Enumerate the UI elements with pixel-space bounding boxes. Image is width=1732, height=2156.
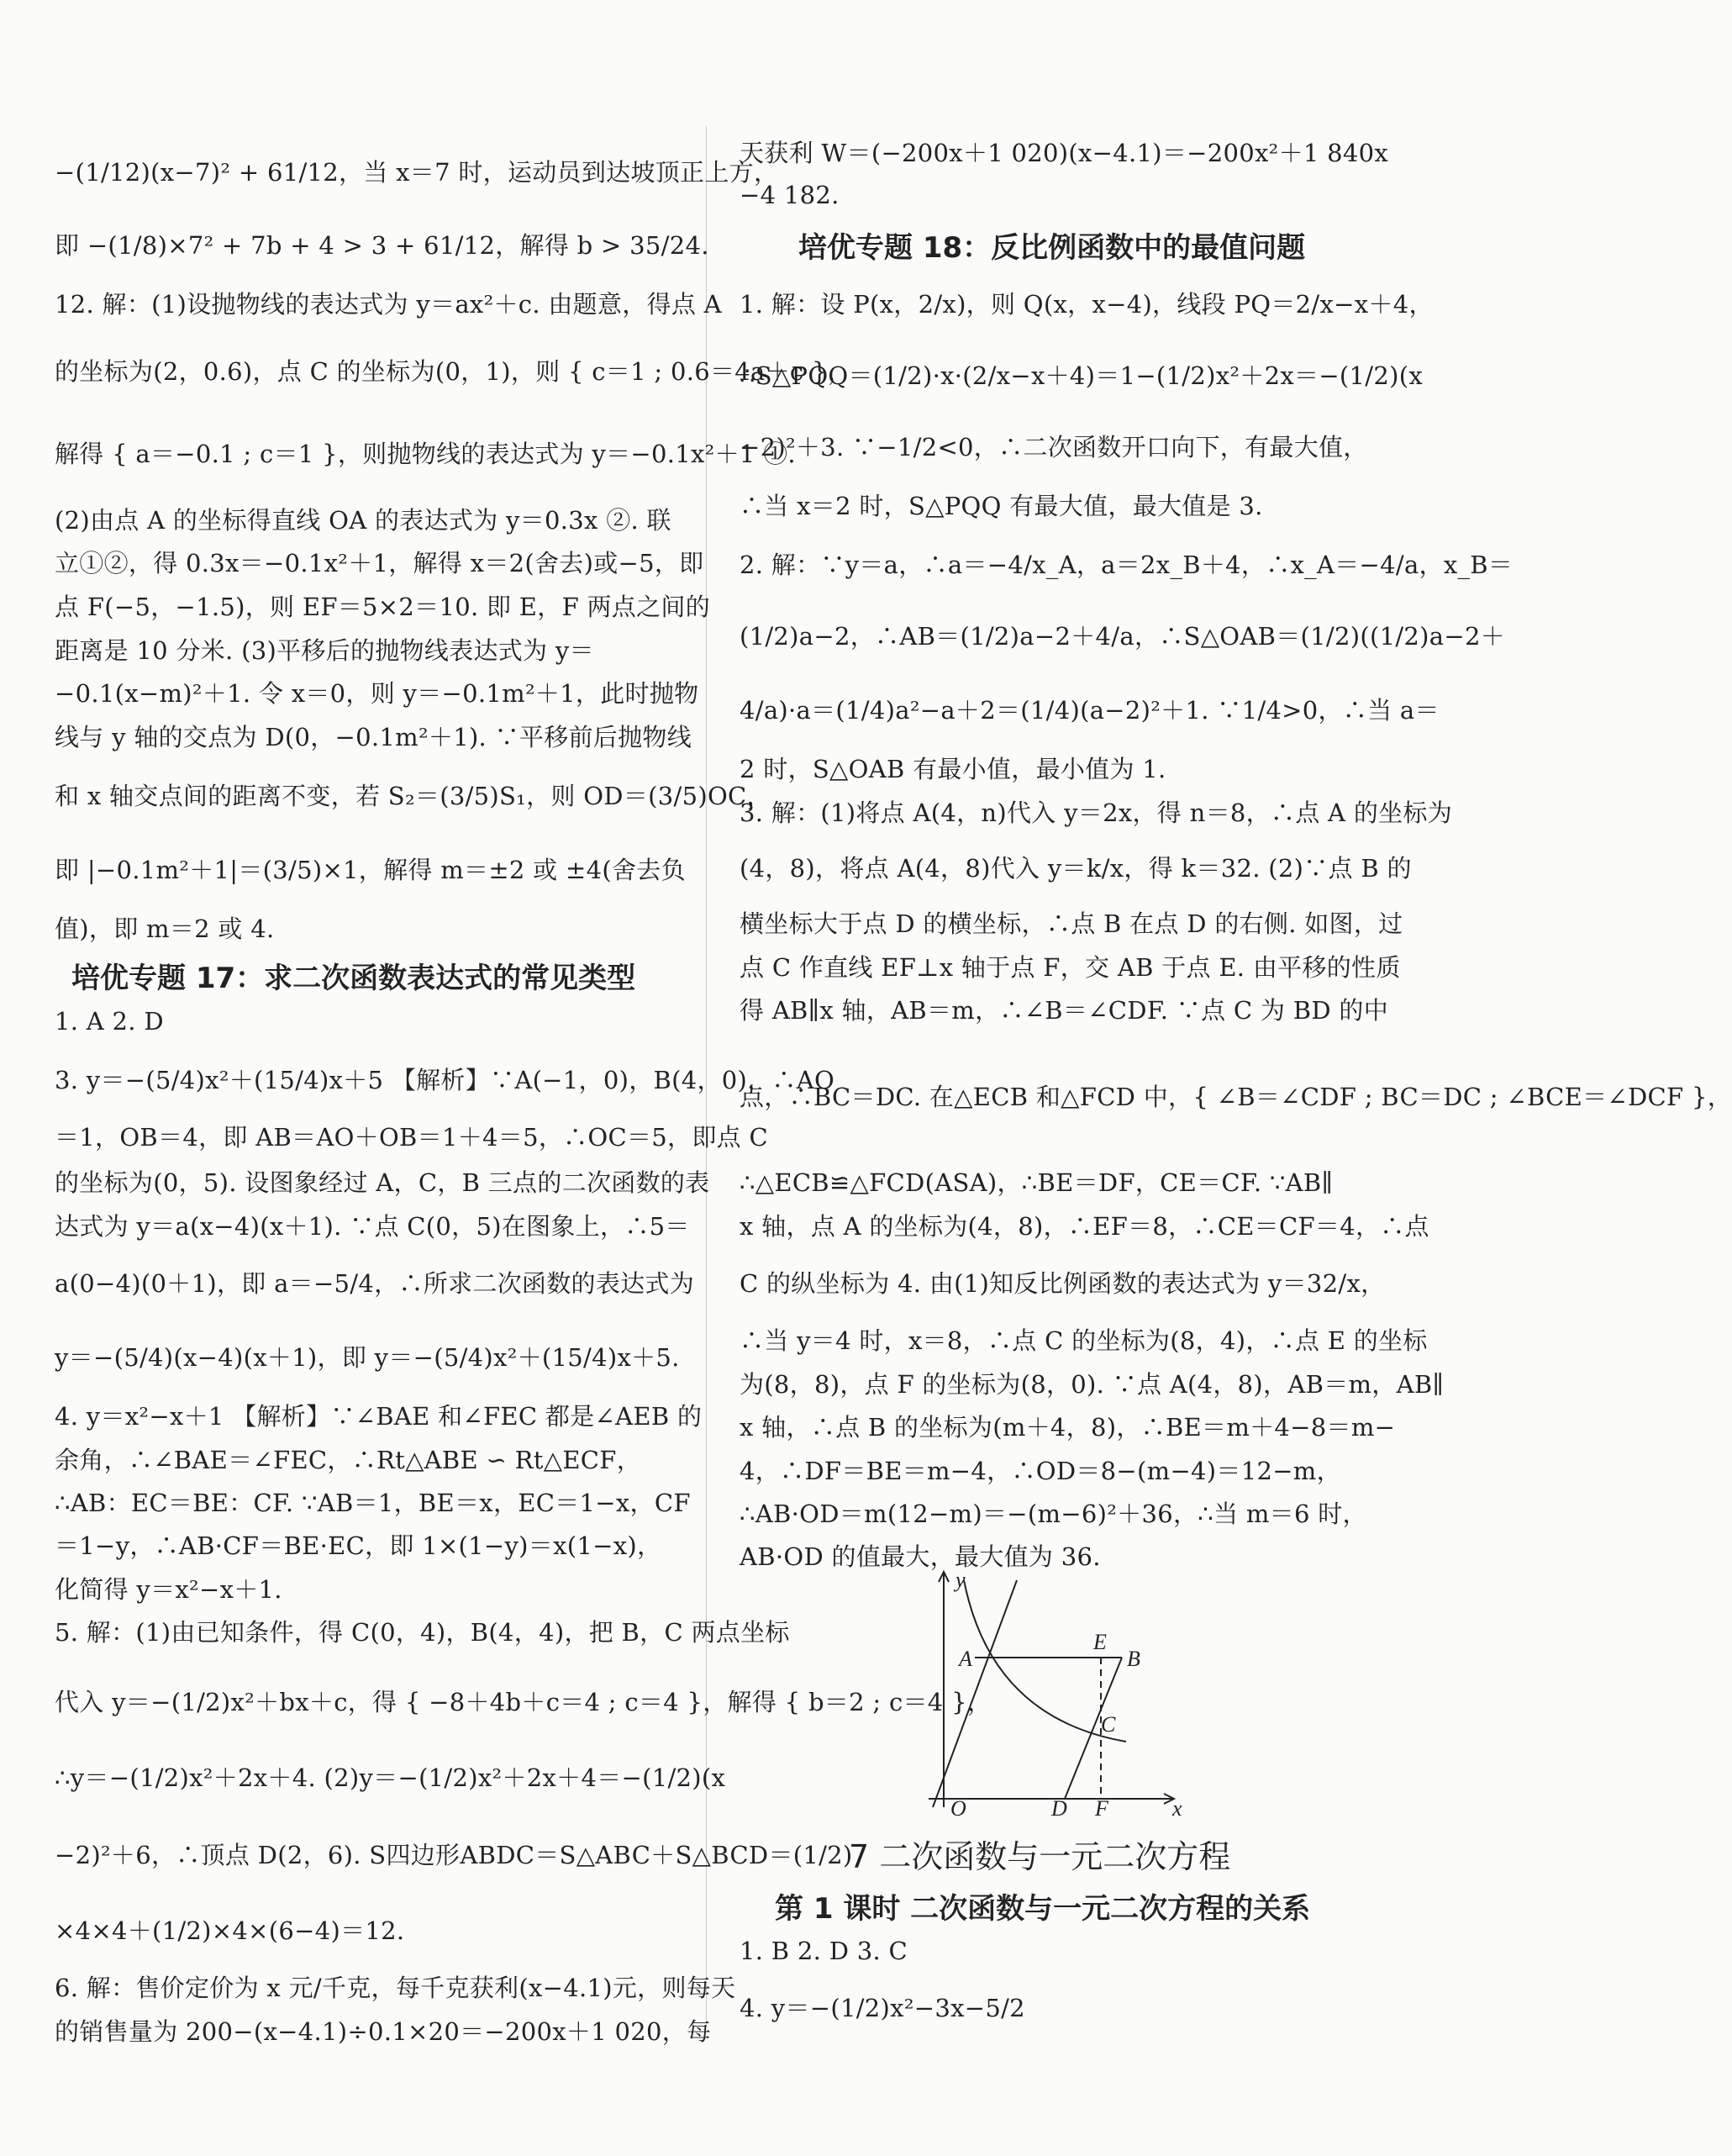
point-F-label: F xyxy=(1095,1796,1108,1821)
point-D-label: D xyxy=(1051,1796,1067,1821)
text-line: 线与 y 轴的交点为 D(0，−0.1m²＋1). ∵平移前后抛物线 xyxy=(55,723,692,751)
text-line: ＝1−y，∴AB·CF＝BE·EC，即 1×(1−y)＝x(1−x)， xyxy=(55,1531,662,1560)
text-line: 天获利 W＝(−200x＋1 020)(x−4.1)＝−200x²＋1 840x xyxy=(740,139,1389,167)
text-line: ∴S△PQQ＝(1/2)·x·(2/x−x＋4)＝1−(1/2)x²＋2x＝−(1/2)(x xyxy=(740,361,1423,390)
text-line: ∴AB·OD＝m(12−m)＝−(m−6)²＋36，∴当 m＝6 时， xyxy=(740,1500,1367,1528)
point-C-label: C xyxy=(1101,1712,1116,1737)
text-line: 余角，∴∠BAE＝∠FEC，∴Rt△ABE ∽ Rt△ECF， xyxy=(55,1446,642,1474)
text-line: 1. B 2. D 3. C xyxy=(740,1937,908,1965)
text-line: 得 AB∥x 轴，AB＝m，∴∠B＝∠CDF. ∵点 C 为 BD 的中 xyxy=(740,996,1389,1025)
text-line: 点 F(−5，−1.5)，则 EF＝5×2＝10. 即 E，F 两点之间的 xyxy=(55,593,711,621)
text-line: C 的纵坐标为 4. 由(1)知反比例函数的表达式为 y＝32/x， xyxy=(740,1269,1386,1298)
text-line: 解得 { a＝−0.1 ; c＝1 }，则抛物线的表达式为 y＝−0.1x²＋1 ①. xyxy=(55,440,796,468)
text-line: 化简得 y＝x²−x＋1. xyxy=(55,1575,282,1604)
text-line: 3. y＝−(5/4)x²＋(15/4)x＋5 【解析】∵A(−1，0)，B(4，0)，∴AO xyxy=(55,1066,835,1094)
geometry-figure xyxy=(920,1563,1189,1821)
text-line: ×4×4＋(1/2)×4×(6−4)＝12. xyxy=(55,1916,405,1945)
text-line: 6. 解：售价定价为 x 元/千克，每千克获利(x−4.1)元，则每天 xyxy=(55,1974,736,2002)
point-E-label: E xyxy=(1093,1630,1107,1654)
text-line: 12. 解：(1)设抛物线的表达式为 y＝ax²＋c. 由题意，得点 A xyxy=(55,290,722,319)
text-line: 5. 解：(1)由已知条件，得 C(0，4)，B(4，4)，把 B，C 两点坐标 xyxy=(55,1618,790,1647)
text-line: −0.1(x−m)²＋1. 令 x＝0，则 y＝−0.1m²＋1，此时抛物 xyxy=(55,679,699,708)
text-line: a(0−4)(0＋1)，即 a＝−5/4，∴所求二次函数的表达式为 xyxy=(55,1269,695,1298)
text-line: (1/2)a−2，∴AB＝(1/2)a−2＋4/a，∴S△OAB＝(1/2)((1/2)a−2＋ xyxy=(740,622,1505,651)
text-line: AB·OD 的值最大，最大值为 36. xyxy=(740,1542,1101,1571)
text-line: −4 182. xyxy=(740,181,840,209)
text-line: x 轴，点 A 的坐标为(4，8)，∴EF＝8，∴CE＝CF＝4，∴点 xyxy=(740,1212,1429,1241)
text-line: 4. y＝x²−x＋1 【解析】∵∠BAE 和∠FEC 都是∠AEB 的 xyxy=(55,1402,703,1431)
chapter-heading: 7 二次函数与一元二次方程 xyxy=(849,1838,1231,1875)
text-line: ∴AB：EC＝BE：CF. ∵AB＝1，BE＝x，EC＝1−x，CF xyxy=(55,1489,691,1517)
x-axis-label: x xyxy=(1172,1796,1182,1821)
section-heading: 培优专题 18：反比例函数中的最值问题 xyxy=(798,231,1306,265)
text-line: ∴y＝−(1/2)x²＋2x＋4. (2)y＝−(1/2)x²＋2x＋4＝−(1/2)(x xyxy=(55,1763,726,1792)
text-line: 点，∴BC＝DC. 在△ECB 和△FCD 中，{ ∠B＝∠CDF ; BC＝DC ; ∠BCE＝∠DCF }， xyxy=(740,1083,1732,1111)
text-line: 点 C 作直线 EF⊥x 轴于点 F，交 AB 于点 E. 由平移的性质 xyxy=(740,953,1401,982)
text-line: ∴△ECB≌△FCD(ASA)，∴BE＝DF，CE＝CF. ∵AB∥ xyxy=(740,1168,1334,1197)
text-line: 3. 解：(1)将点 A(4，n)代入 y＝2x，得 n＝8，∴点 A 的坐标为 xyxy=(740,799,1453,827)
text-line: y＝−(5/4)(x−4)(x＋1)，即 y＝−(5/4)x²＋(15/4)x＋5. xyxy=(55,1343,680,1372)
text-line: 1. A 2. D xyxy=(55,1007,164,1036)
text-line: x 轴，∴点 B 的坐标为(m＋4，8)，∴BE＝m＋4−8＝m− xyxy=(740,1413,1396,1442)
text-line: 的坐标为(0，5). 设图象经过 A，C，B 三点的二次函数的表 xyxy=(55,1168,710,1197)
origin-label: O xyxy=(950,1796,966,1821)
text-line: 4/a)·a＝(1/4)a²−a＋2＝(1/4)(a−2)²＋1. ∵1/4>0，∴当 a＝ xyxy=(740,696,1440,725)
text-line: 即 −(1/8)×7² + 7b + 4 > 3 + 61/12，解得 b > 35/24. xyxy=(55,231,709,260)
text-line: 距离是 10 分米. (3)平移后的抛物线表达式为 y＝ xyxy=(55,636,594,665)
point-B-label: B xyxy=(1127,1647,1140,1671)
section-heading: 培优专题 17：求二次函数表达式的常见类型 xyxy=(71,962,636,995)
text-line: 2. 解：∵y＝a，∴a＝−4/x_A，a＝2x_B＋4，∴x_A＝−4/a，x_B＝ xyxy=(740,551,1514,579)
text-line: 立①②，得 0.3x＝−0.1x²＋1，解得 x＝2(舍去)或−5，即 xyxy=(55,549,704,577)
text-line: 2 时，S△OAB 有最小值，最小值为 1. xyxy=(740,755,1166,783)
text-line: (4，8)，将点 A(4，8)代入 y＝k/x，得 k＝32. (2)∵点 B 的 xyxy=(740,854,1412,883)
text-line: 的坐标为(2，0.6)，点 C 的坐标为(0，1)，则 { c＝1 ; 0.6＝4a＋c }， xyxy=(55,357,853,386)
line-through-origin xyxy=(933,1580,1017,1807)
text-line: 达式为 y＝a(x−4)(x＋1). ∵点 C(0，5)在图象上，∴5＝ xyxy=(55,1212,690,1241)
point-A-label: A xyxy=(959,1647,972,1671)
text-line: −2)²＋6，∴顶点 D(2，6). S四边形ABDC＝S△ABC＋S△BCD＝(1/2) xyxy=(55,1841,853,1869)
text-line: 4. y＝−(1/2)x²−3x−5/2 xyxy=(740,1994,1025,2022)
text-line: −2)²＋3. ∵−1/2<0，∴二次函数开口向下，有最大值， xyxy=(740,433,1368,461)
text-line: 代入 y＝−(1/2)x²＋bx＋c，得 { −8＋4b＋c＝4 ; c＝4 }，解得 { b＝2 ; c＝4 }， xyxy=(55,1688,992,1716)
y-axis-label: y xyxy=(955,1568,966,1592)
text-line: 和 x 轴交点间的距离不变，若 S₂＝(3/5)S₁，则 OD＝(3/5)OC， xyxy=(55,782,771,810)
text-line: 的销售量为 200−(x−4.1)÷0.1×20＝−200x＋1 020，每 xyxy=(55,2017,712,2046)
text-line: 4，∴DF＝BE＝m−4，∴OD＝8−(m−4)＝12−m， xyxy=(740,1457,1341,1485)
text-line: 为(8，8)，点 F 的坐标为(8，0). ∵点 A(4，8)，AB＝m，AB∥ xyxy=(740,1370,1445,1399)
text-line: ∴当 x＝2 时，S△PQQ 有最大值，最大值是 3. xyxy=(740,492,1263,520)
text-line: 1. 解：设 P(x，2/x)，则 Q(x，x−4)，线段 PQ＝2/x−x＋4， xyxy=(740,290,1434,319)
text-line: 值)，即 m＝2 或 4. xyxy=(55,915,275,943)
text-line: (2)由点 A 的坐标得直线 OA 的表达式为 y＝0.3x ②. 联 xyxy=(55,506,671,535)
text-line: −(1/12)(x−7)² + 61/12，当 x＝7 时，运动员到达坡顶正上方， xyxy=(55,158,779,187)
text-line: ＝1，OB＝4，即 AB＝AO＋OB＝1＋4＝5，∴OC＝5，即点 C xyxy=(55,1123,768,1152)
text-line: 横坐标大于点 D 的横坐标，∴点 B 在点 D 的右侧. 如图，过 xyxy=(740,909,1403,938)
text-line: 即 |−0.1m²＋1|＝(3/5)×1，解得 m＝±2 或 ±4(舍去负 xyxy=(55,856,686,884)
text-line: ∴当 y＝4 时，x＝8，∴点 C 的坐标为(8，4)，∴点 E 的坐标 xyxy=(740,1326,1428,1355)
lesson-heading: 第 1 课时 二次函数与一元二次方程的关系 xyxy=(775,1892,1311,1926)
